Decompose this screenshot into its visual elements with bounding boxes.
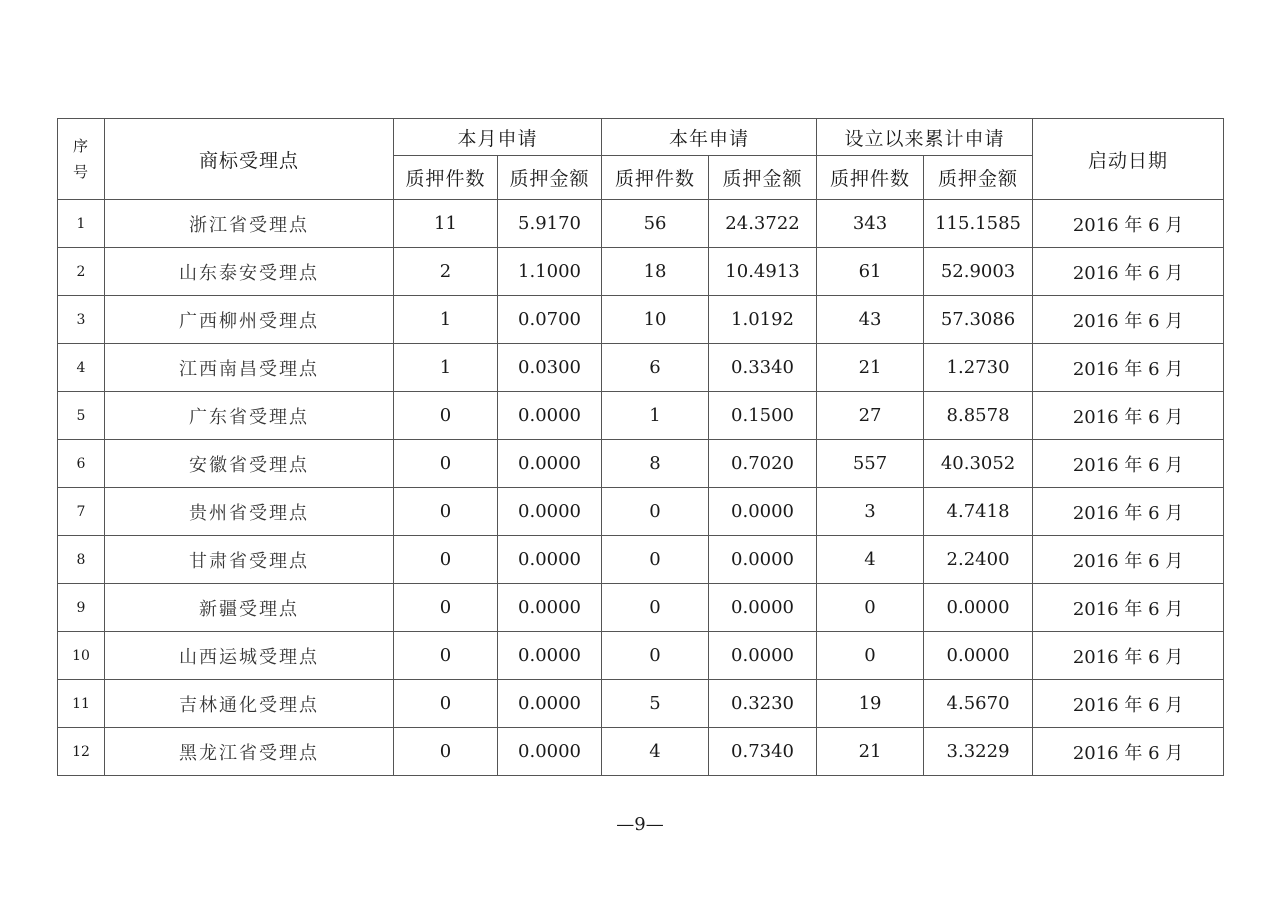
- table-row: [58, 536, 1224, 584]
- cell-seq: 12: [58, 728, 105, 776]
- cell-month-count: 2: [394, 248, 498, 296]
- cell-year-count: 0: [602, 584, 709, 632]
- cell-year-amount: 10.4913: [709, 248, 817, 296]
- cell-seq: 3: [58, 296, 105, 344]
- cell-month-amount: 0.0000: [498, 584, 602, 632]
- cell-year-count: 10: [602, 296, 709, 344]
- cell-total-amount: 0.0000: [924, 632, 1033, 680]
- header-year-amount: 质押金额: [709, 156, 817, 200]
- cell-total-count: 21: [817, 344, 924, 392]
- cell-total-count: 61: [817, 248, 924, 296]
- cell-seq: 8: [58, 536, 105, 584]
- cell-office: 贵州省受理点: [105, 488, 394, 536]
- cell-total-count: 557: [817, 440, 924, 488]
- cell-office: 黑龙江省受理点: [105, 728, 394, 776]
- cell-year-count: 6: [602, 344, 709, 392]
- cell-year-amount: 0.0000: [709, 632, 817, 680]
- cell-month-amount: 0.0300: [498, 344, 602, 392]
- cell-total-amount: 8.8578: [924, 392, 1033, 440]
- cell-month-count: 0: [394, 632, 498, 680]
- header-start-date: 启动日期: [1033, 119, 1224, 200]
- header-row-groups: [58, 119, 1224, 156]
- cell-office: 广西柳州受理点: [105, 296, 394, 344]
- cell-total-amount: 115.1585: [924, 200, 1033, 248]
- cell-office: 山东泰安受理点: [105, 248, 394, 296]
- cell-year-amount: 0.3340: [709, 344, 817, 392]
- cell-year-count: 1: [602, 392, 709, 440]
- header-year-count: 质押件数: [602, 156, 709, 200]
- cell-month-amount: 0.0000: [498, 536, 602, 584]
- cell-total-count: 43: [817, 296, 924, 344]
- cell-total-count: 0: [817, 632, 924, 680]
- cell-month-count: 0: [394, 728, 498, 776]
- cell-total-amount: 3.3229: [924, 728, 1033, 776]
- header-seq: [58, 119, 105, 200]
- table-row: [58, 200, 1224, 248]
- cell-month-amount: 0.0000: [498, 728, 602, 776]
- cell-seq: 2: [58, 248, 105, 296]
- cell-year-count: 0: [602, 488, 709, 536]
- header-month-count: 质押件数: [394, 156, 498, 200]
- cell-year-amount: 0.3230: [709, 680, 817, 728]
- header-month-amount: 质押金额: [498, 156, 602, 200]
- cell-month-count: 11: [394, 200, 498, 248]
- cell-total-count: 19: [817, 680, 924, 728]
- cell-start-date: 2016 年 6 月: [1033, 392, 1224, 440]
- cell-start-date: 2016 年 6 月: [1033, 344, 1224, 392]
- cell-month-count: 0: [394, 584, 498, 632]
- cell-month-amount: 0.0000: [498, 392, 602, 440]
- cell-total-amount: 57.3086: [924, 296, 1033, 344]
- cell-total-count: 3: [817, 488, 924, 536]
- cell-total-amount: 52.9003: [924, 248, 1033, 296]
- cell-month-amount: 0.0000: [498, 440, 602, 488]
- trademark-pledge-table: [57, 118, 1224, 776]
- cell-year-count: 18: [602, 248, 709, 296]
- cell-start-date: 2016 年 6 月: [1033, 296, 1224, 344]
- cell-year-count: 8: [602, 440, 709, 488]
- cell-office: 吉林通化受理点: [105, 680, 394, 728]
- header-year-group: 本年申请: [602, 119, 817, 156]
- table-header: [58, 119, 1224, 200]
- table-row: [58, 680, 1224, 728]
- cell-month-count: 0: [394, 392, 498, 440]
- table-row: [58, 248, 1224, 296]
- cell-start-date: 2016 年 6 月: [1033, 584, 1224, 632]
- cell-total-count: 21: [817, 728, 924, 776]
- cell-month-count: 0: [394, 440, 498, 488]
- cell-total-amount: 40.3052: [924, 440, 1033, 488]
- table-row: [58, 392, 1224, 440]
- table-row: [58, 728, 1224, 776]
- cell-year-amount: 0.0000: [709, 488, 817, 536]
- cell-office: 广东省受理点: [105, 392, 394, 440]
- cell-year-count: 4: [602, 728, 709, 776]
- table-row: [58, 440, 1224, 488]
- cell-total-count: 27: [817, 392, 924, 440]
- cell-start-date: 2016 年 6 月: [1033, 488, 1224, 536]
- cell-start-date: 2016 年 6 月: [1033, 728, 1224, 776]
- table-body: [58, 200, 1224, 776]
- cell-year-amount: 0.0000: [709, 584, 817, 632]
- cell-start-date: 2016 年 6 月: [1033, 536, 1224, 584]
- cell-start-date: 2016 年 6 月: [1033, 200, 1224, 248]
- cell-start-date: 2016 年 6 月: [1033, 248, 1224, 296]
- table-row: [58, 296, 1224, 344]
- cell-month-amount: 5.9170: [498, 200, 602, 248]
- cell-month-count: 0: [394, 488, 498, 536]
- cell-month-amount: 0.0000: [498, 680, 602, 728]
- cell-month-amount: 1.1000: [498, 248, 602, 296]
- cell-month-amount: 0.0000: [498, 488, 602, 536]
- cell-month-amount: 0.0700: [498, 296, 602, 344]
- header-office: 商标受理点: [105, 119, 394, 200]
- cell-start-date: 2016 年 6 月: [1033, 440, 1224, 488]
- cell-total-amount: 4.7418: [924, 488, 1033, 536]
- cell-year-amount: 0.1500: [709, 392, 817, 440]
- cell-office: 新疆受理点: [105, 584, 394, 632]
- cell-seq: 9: [58, 584, 105, 632]
- header-total-group: 设立以来累计申请: [817, 119, 1033, 156]
- header-total-amount: 质押金额: [924, 156, 1033, 200]
- cell-year-amount: 24.3722: [709, 200, 817, 248]
- cell-year-amount: 1.0192: [709, 296, 817, 344]
- cell-month-count: 1: [394, 344, 498, 392]
- page-number: —9—: [616, 814, 664, 835]
- table-row: [58, 632, 1224, 680]
- cell-total-count: 4: [817, 536, 924, 584]
- cell-start-date: 2016 年 6 月: [1033, 632, 1224, 680]
- table-row: [58, 584, 1224, 632]
- cell-seq: 6: [58, 440, 105, 488]
- header-month-group: 本月申请: [394, 119, 602, 156]
- cell-month-count: 0: [394, 536, 498, 584]
- header-total-count: 质押件数: [817, 156, 924, 200]
- cell-seq: 11: [58, 680, 105, 728]
- cell-year-amount: 0.0000: [709, 536, 817, 584]
- cell-seq: 1: [58, 200, 105, 248]
- cell-total-amount: 2.2400: [924, 536, 1033, 584]
- cell-seq: 4: [58, 344, 105, 392]
- cell-month-amount: 0.0000: [498, 632, 602, 680]
- cell-year-count: 56: [602, 200, 709, 248]
- cell-total-count: 343: [817, 200, 924, 248]
- cell-year-count: 5: [602, 680, 709, 728]
- cell-office: 安徽省受理点: [105, 440, 394, 488]
- cell-total-amount: 0.0000: [924, 584, 1033, 632]
- cell-total-amount: 4.5670: [924, 680, 1033, 728]
- cell-office: 江西南昌受理点: [105, 344, 394, 392]
- cell-month-count: 1: [394, 296, 498, 344]
- cell-seq: 5: [58, 392, 105, 440]
- table-row: [58, 344, 1224, 392]
- table-row: [58, 488, 1224, 536]
- cell-year-count: 0: [602, 632, 709, 680]
- cell-office: 甘肃省受理点: [105, 536, 394, 584]
- cell-seq: 10: [58, 632, 105, 680]
- cell-total-amount: 1.2730: [924, 344, 1033, 392]
- header-seq-line2: 号: [72, 163, 89, 181]
- header-seq-line1: 序: [72, 137, 89, 155]
- cell-start-date: 2016 年 6 月: [1033, 680, 1224, 728]
- cell-office: 浙江省受理点: [105, 200, 394, 248]
- cell-seq: 7: [58, 488, 105, 536]
- cell-total-count: 0: [817, 584, 924, 632]
- cell-office: 山西运城受理点: [105, 632, 394, 680]
- cell-year-count: 0: [602, 536, 709, 584]
- cell-year-amount: 0.7020: [709, 440, 817, 488]
- cell-month-count: 0: [394, 680, 498, 728]
- cell-year-amount: 0.7340: [709, 728, 817, 776]
